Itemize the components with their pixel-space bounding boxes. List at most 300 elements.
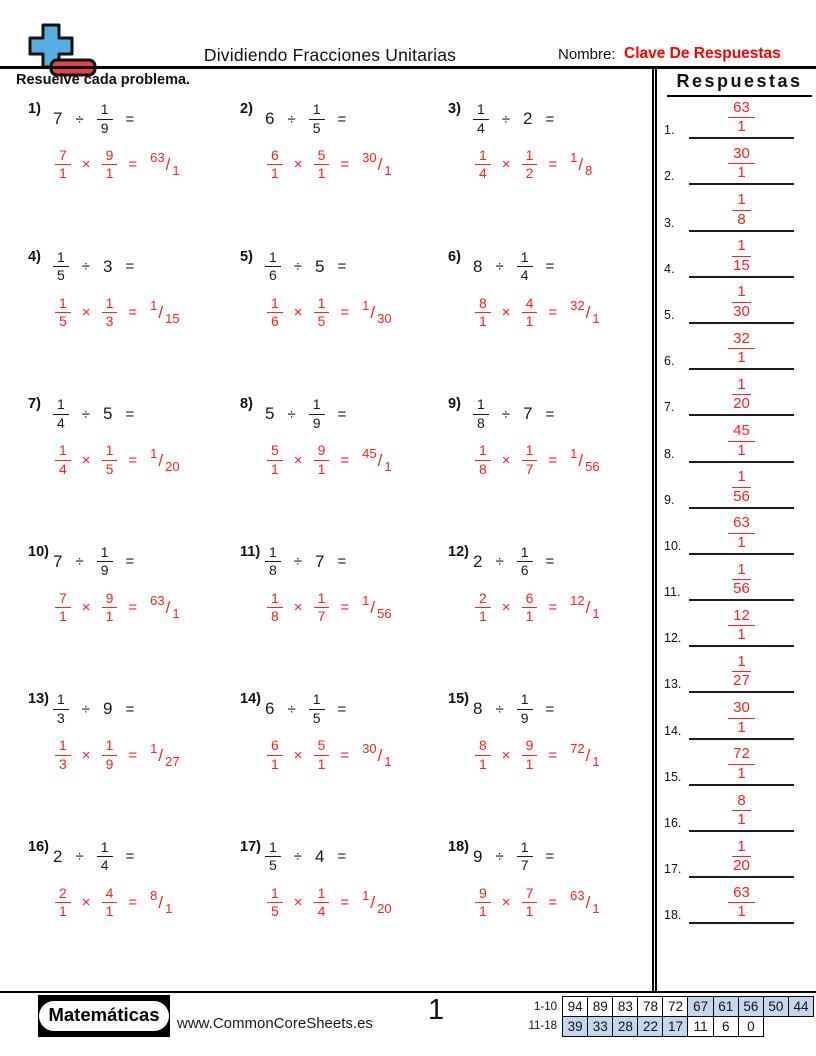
answer-fraction	[732, 377, 750, 413]
answer-fraction	[728, 746, 755, 782]
divide-sign: ÷	[501, 405, 511, 423]
problem-solution	[55, 443, 240, 477]
divisor-fraction-denominator: 9	[100, 119, 109, 136]
equals-sign: =	[337, 848, 347, 866]
answer-item-1	[657, 97, 816, 143]
result-numerator: 1	[362, 593, 370, 609]
answer-item-18	[657, 882, 816, 928]
score-cell: 6	[713, 1016, 739, 1037]
problem-number: 6)	[448, 248, 461, 265]
answer-fraction-numerator: 1	[732, 654, 750, 673]
result-denominator: 1	[592, 901, 600, 917]
dividend-whole: 7	[53, 551, 63, 571]
problem-number: 13)	[28, 691, 49, 708]
dividend-whole: 5	[265, 404, 275, 424]
dividend-fraction	[265, 250, 281, 284]
solution-fraction-1-numerator: 8	[475, 296, 491, 313]
solution-fraction-2-denominator: 1	[525, 755, 534, 772]
answer-item-10	[657, 513, 816, 559]
times-sign: ×	[81, 451, 91, 469]
solution-fraction-1-numerator: 8	[475, 738, 491, 755]
answer-number: 5.	[664, 307, 675, 322]
answer-item-3	[657, 189, 816, 235]
result-numerator: 45	[362, 445, 377, 461]
answer-number: 10.	[664, 538, 682, 553]
solution-fraction-1	[55, 886, 71, 920]
problem-number: 2)	[240, 101, 253, 117]
result-slash: /	[585, 745, 591, 765]
solution-fraction-1-numerator: 1	[267, 591, 283, 608]
score-row	[518, 1016, 814, 1037]
solution-fraction-1-numerator: 2	[475, 591, 491, 608]
problem-expression	[265, 835, 448, 879]
answer-blank-line	[689, 691, 794, 693]
times-sign: ×	[501, 451, 511, 469]
result-slash: /	[585, 302, 591, 322]
result-denominator: 1	[592, 606, 600, 622]
score-row	[518, 996, 814, 1017]
problem-number: 5)	[240, 248, 253, 265]
result-numerator: 1	[362, 297, 370, 313]
solution-fraction-1	[55, 443, 71, 477]
times-sign: ×	[501, 894, 511, 912]
solution-fraction-1	[475, 738, 491, 772]
answer-item-6	[657, 328, 816, 374]
divisor-fraction	[517, 840, 533, 874]
score-cell: 11	[687, 1016, 713, 1037]
dividend-fraction-denominator: 3	[57, 709, 65, 726]
answer-number: 2.	[664, 169, 675, 184]
divisor-fraction-numerator: 1	[517, 250, 533, 267]
times-sign: ×	[293, 894, 303, 912]
answer-fraction-wrap	[689, 423, 794, 460]
solution-fraction-2	[522, 148, 538, 182]
solution-fraction-2-denominator: 1	[525, 608, 534, 625]
plus-minus-logo-icon	[20, 22, 100, 78]
answer-fraction-denominator: 1	[737, 626, 746, 644]
problem-number: 3)	[448, 101, 461, 117]
solution-fraction-2-denominator: 1	[317, 755, 326, 772]
divide-sign: ÷	[81, 405, 91, 423]
equals-sign: =	[125, 848, 135, 866]
dividend-fraction	[473, 397, 489, 431]
problem-solution	[267, 148, 448, 182]
answer-item-14	[657, 697, 816, 743]
dividend-fraction-numerator: 1	[265, 545, 281, 562]
divide-sign: ÷	[75, 553, 84, 571]
solution-fraction-1	[267, 738, 283, 772]
solution-result	[362, 297, 392, 326]
result-slash: /	[578, 450, 584, 470]
answer-fraction-wrap	[689, 146, 794, 183]
answer-number: 15.	[664, 769, 682, 784]
answer-fraction-denominator: 1	[737, 349, 746, 367]
solution-fraction-2-numerator: 9	[522, 738, 538, 755]
solution-fraction-2-numerator: 1	[522, 443, 538, 460]
result-slash: /	[158, 302, 164, 322]
divisor-fraction	[309, 102, 325, 136]
answer-fraction-wrap	[689, 515, 794, 552]
times-sign: ×	[81, 599, 91, 617]
divisor-fraction-numerator: 1	[309, 692, 325, 709]
equals-sign: =	[340, 156, 350, 174]
score-cell: 67	[687, 996, 713, 1017]
dividend-fraction-denominator: 5	[269, 857, 277, 874]
answer-fraction-denominator: 1	[737, 811, 746, 828]
answer-fraction	[732, 238, 750, 274]
solution-fraction-2-numerator: 1	[102, 738, 118, 755]
answer-blank-line	[689, 461, 794, 463]
dividend-fraction-numerator: 1	[265, 840, 281, 857]
solution-result	[570, 740, 600, 769]
divide-sign: ÷	[81, 258, 91, 276]
answer-fraction-numerator: 1	[732, 469, 750, 488]
divide-sign: ÷	[75, 110, 84, 128]
equals-sign: =	[128, 894, 138, 912]
dividend-fraction-denominator: 4	[57, 414, 65, 431]
problem-solution	[55, 148, 240, 182]
result-denominator: 1	[592, 310, 600, 326]
solution-result	[570, 297, 600, 326]
equals-sign: =	[548, 451, 558, 469]
answer-fraction	[728, 700, 755, 736]
divisor-whole: 7	[315, 551, 325, 571]
answer-fraction-numerator: 1	[732, 238, 750, 257]
equals-sign: =	[340, 303, 350, 321]
divisor-fraction-denominator: 6	[520, 562, 529, 579]
times-sign: ×	[293, 599, 303, 617]
divisor-fraction	[517, 692, 533, 726]
equals-sign: =	[125, 258, 135, 276]
divisor-fraction	[517, 545, 533, 579]
problem-solution	[475, 738, 644, 772]
result-denominator: 20	[165, 458, 180, 474]
solution-fraction-1	[475, 886, 491, 920]
solution-fraction-1-denominator: 1	[479, 903, 487, 920]
result-denominator: 30	[377, 310, 392, 326]
problem-2	[240, 97, 448, 245]
dividend-fraction	[53, 397, 69, 431]
answer-item-15	[657, 744, 816, 790]
divisor-fraction-numerator: 1	[517, 840, 533, 857]
answer-number: 11.	[664, 585, 681, 600]
answer-fraction	[728, 885, 755, 921]
result-numerator: 30	[362, 740, 377, 756]
divide-sign: ÷	[81, 700, 91, 718]
divisor-fraction	[97, 545, 113, 579]
answer-fraction-numerator: 30	[728, 146, 755, 165]
divisor-whole: 9	[103, 699, 113, 719]
score-cell: 50	[763, 996, 789, 1017]
answer-fraction-numerator: 72	[728, 746, 755, 765]
solution-fraction-1	[475, 443, 491, 477]
solution-fraction-1	[55, 148, 71, 182]
problem-number: 18)	[448, 838, 469, 855]
problem-expression	[473, 392, 644, 436]
answer-fraction-wrap	[689, 700, 794, 737]
answer-fraction-denominator: 56	[733, 487, 750, 505]
result-slash: /	[377, 155, 383, 175]
problem-number: 16)	[28, 838, 49, 855]
problem-number: 17)	[240, 838, 261, 855]
solution-fraction-1-numerator: 1	[267, 886, 283, 903]
score-cell: 22	[637, 1016, 663, 1037]
divisor-whole: 5	[315, 256, 325, 276]
solution-fraction-2-numerator: 5	[314, 738, 330, 755]
solution-fraction-2-denominator: 1	[105, 903, 114, 920]
answer-blank-line	[689, 553, 794, 555]
solution-fraction-1-denominator: 1	[59, 608, 67, 625]
divisor-fraction-denominator: 5	[312, 119, 321, 136]
dividend-whole: 8	[473, 256, 483, 276]
times-sign: ×	[81, 894, 91, 912]
answer-fraction-wrap	[689, 469, 794, 506]
solution-result	[362, 740, 392, 769]
solution-result	[150, 740, 180, 769]
problem-solution	[475, 296, 644, 330]
answer-fraction-wrap	[689, 654, 794, 691]
problem-solution	[267, 296, 448, 330]
problem-expression	[473, 245, 644, 289]
answer-fraction-denominator: 20	[733, 395, 750, 413]
times-sign: ×	[501, 303, 511, 321]
answer-number: 4.	[664, 261, 675, 276]
times-sign: ×	[501, 156, 511, 174]
answer-item-4	[657, 236, 816, 282]
divisor-fraction-numerator: 1	[97, 840, 113, 857]
times-sign: ×	[81, 303, 91, 321]
divide-sign: ÷	[287, 405, 296, 423]
problem-5	[240, 245, 448, 393]
score-cell: 61	[713, 996, 739, 1017]
solution-fraction-1-numerator: 1	[475, 443, 491, 460]
problem-12	[448, 540, 644, 688]
divide-sign: ÷	[293, 258, 303, 276]
solution-fraction-2-denominator: 1	[317, 460, 326, 477]
equals-sign: =	[337, 553, 347, 571]
solution-fraction-1-numerator: 1	[55, 443, 71, 460]
problem-solution	[267, 886, 448, 920]
answer-fraction-numerator: 32	[728, 331, 755, 350]
solution-fraction-1-numerator: 7	[55, 148, 71, 165]
dividend-whole: 6	[265, 699, 275, 719]
solution-fraction-2	[314, 591, 330, 625]
result-slash: /	[158, 893, 164, 913]
result-denominator: 15	[165, 310, 180, 326]
solution-fraction-1-numerator: 1	[55, 738, 71, 755]
answer-blank-line	[689, 507, 794, 509]
answers-sidebar	[652, 68, 816, 992]
answer-number: 7.	[664, 400, 675, 415]
answer-fraction-numerator: 1	[732, 192, 750, 211]
answer-key-label: Clave De Respuestas	[624, 45, 781, 62]
divisor-fraction-denominator: 7	[520, 857, 529, 874]
divisor-fraction-numerator: 1	[517, 692, 533, 709]
solution-result	[150, 297, 180, 326]
equals-sign: =	[337, 700, 347, 718]
answer-fraction-denominator: 30	[733, 302, 750, 320]
solution-fraction-2	[314, 443, 330, 477]
dividend-fraction-numerator: 1	[53, 250, 69, 267]
solution-fraction-2-numerator: 4	[522, 296, 538, 313]
divide-sign: ÷	[293, 553, 303, 571]
page-number: 1	[428, 994, 445, 1026]
result-slash: /	[370, 598, 376, 618]
answer-blank-line	[689, 645, 794, 647]
divide-sign: ÷	[75, 848, 84, 866]
problem-15	[448, 687, 644, 835]
dividend-fraction-denominator: 8	[477, 414, 485, 431]
solution-fraction-2	[314, 886, 330, 920]
problem-9	[448, 392, 644, 540]
score-cell: 78	[637, 996, 663, 1017]
solution-fraction-2-denominator: 2	[525, 165, 534, 182]
divisor-fraction-numerator: 1	[97, 545, 113, 562]
answer-fraction	[732, 793, 750, 829]
score-range-label: 1-10	[533, 1000, 557, 1013]
page-title: Dividiendo Fracciones Unitarias	[203, 45, 457, 65]
result-numerator: 30	[362, 150, 377, 166]
problem-number: 9)	[448, 396, 461, 413]
divide-sign: ÷	[495, 700, 504, 718]
result-denominator: 1	[384, 458, 392, 474]
answer-blank-line	[689, 830, 794, 832]
answer-fraction-denominator: 1	[737, 441, 746, 459]
answer-fraction	[732, 192, 750, 228]
answer-number: 3.	[664, 215, 675, 230]
result-numerator: 1	[362, 888, 370, 904]
problem-expression	[473, 835, 644, 879]
problem-17	[240, 835, 448, 983]
problem-number: 15)	[448, 691, 469, 708]
answer-fraction-wrap	[689, 839, 794, 876]
equals-sign: =	[128, 156, 138, 174]
solution-fraction-1-denominator: 1	[271, 165, 279, 182]
problem-1	[28, 97, 240, 245]
solution-result	[362, 150, 392, 179]
solution-fraction-1-numerator: 1	[55, 296, 71, 313]
answer-fraction-denominator: 27	[733, 672, 750, 690]
answer-fraction-numerator: 30	[728, 700, 755, 719]
result-numerator: 63	[570, 888, 585, 904]
answer-fraction-numerator: 63	[728, 515, 755, 534]
solution-fraction-2-numerator: 1	[522, 148, 538, 165]
dividend-whole: 9	[473, 846, 483, 866]
answer-item-9	[657, 467, 816, 513]
equals-sign: =	[548, 746, 558, 764]
divide-sign: ÷	[495, 258, 504, 276]
solution-fraction-2-numerator: 5	[314, 148, 330, 165]
solution-fraction-1	[267, 443, 283, 477]
answer-number: 9.	[664, 492, 675, 507]
score-cell: 72	[662, 996, 688, 1017]
problems-grid	[28, 97, 652, 983]
result-denominator: 56	[377, 606, 392, 622]
equals-sign: =	[337, 110, 347, 128]
times-sign: ×	[293, 451, 303, 469]
answer-fraction-numerator: 8	[732, 793, 750, 812]
dividend-whole: 7	[53, 109, 63, 128]
answer-blank-line	[689, 738, 794, 740]
score-cell: 0	[738, 1016, 764, 1037]
result-denominator: 1	[172, 163, 180, 179]
solution-fraction-1-numerator: 6	[267, 738, 283, 755]
score-cell: 39	[562, 1016, 588, 1037]
answer-blank-line	[689, 599, 794, 601]
divisor-fraction-denominator: 4	[520, 267, 529, 284]
solution-fraction-2	[102, 738, 118, 772]
solution-fraction-2-numerator: 1	[314, 886, 330, 903]
equals-sign: =	[125, 110, 135, 128]
problem-18	[448, 835, 644, 983]
dividend-whole: 8	[473, 699, 483, 719]
solution-result	[570, 150, 593, 179]
score-cell: 83	[612, 996, 638, 1017]
equals-sign: =	[340, 894, 350, 912]
answer-fraction-wrap	[689, 238, 794, 275]
divide-sign: ÷	[501, 110, 511, 128]
answer-fraction-numerator: 1	[732, 562, 750, 581]
answer-fraction-numerator: 63	[728, 100, 755, 119]
dividend-fraction	[53, 692, 69, 726]
problem-expression	[473, 97, 644, 141]
score-cell: 44	[788, 996, 814, 1017]
divisor-whole: 3	[103, 256, 113, 276]
solution-result	[362, 593, 392, 622]
dividend-fraction	[265, 545, 281, 579]
problem-number: 7)	[28, 396, 41, 413]
solution-fraction-2-numerator: 9	[102, 591, 118, 608]
solution-fraction-2	[522, 443, 538, 477]
problem-expression	[473, 540, 644, 584]
problem-expression	[265, 392, 448, 436]
dividend-whole: 6	[265, 109, 275, 128]
answer-fraction-numerator: 12	[728, 608, 755, 627]
answer-fraction-wrap	[689, 377, 794, 414]
answer-item-12	[657, 605, 816, 651]
solution-fraction-1-denominator: 5	[271, 903, 279, 920]
answer-fraction	[732, 654, 750, 690]
result-numerator: 1	[570, 150, 578, 166]
problem-solution	[475, 886, 644, 920]
equals-sign: =	[337, 258, 347, 276]
result-slash: /	[377, 745, 383, 765]
equals-sign: =	[128, 451, 138, 469]
solution-fraction-1-numerator: 2	[55, 886, 71, 903]
problem-number: 8)	[240, 396, 253, 413]
answer-fraction-denominator: 20	[733, 857, 750, 875]
answer-fraction	[728, 100, 755, 136]
problem-solution	[267, 443, 448, 477]
answer-blank-line	[689, 276, 794, 278]
name-label: Nombre:	[558, 46, 616, 63]
problem-solution	[55, 296, 240, 330]
result-slash: /	[165, 155, 171, 175]
score-range-label: 11-18	[528, 1020, 557, 1033]
result-numerator: 72	[570, 740, 585, 756]
result-denominator: 56	[585, 458, 600, 474]
result-numerator: 1	[150, 740, 158, 756]
result-denominator: 1	[172, 606, 180, 622]
problem-expression	[265, 245, 448, 289]
divisor-fraction	[97, 840, 113, 874]
result-numerator: 1	[150, 445, 158, 461]
result-slash: /	[370, 893, 376, 913]
divide-sign: ÷	[495, 553, 504, 571]
solution-fraction-1	[267, 148, 283, 182]
footer-divider	[0, 991, 816, 993]
dividend-whole: 2	[53, 846, 63, 866]
